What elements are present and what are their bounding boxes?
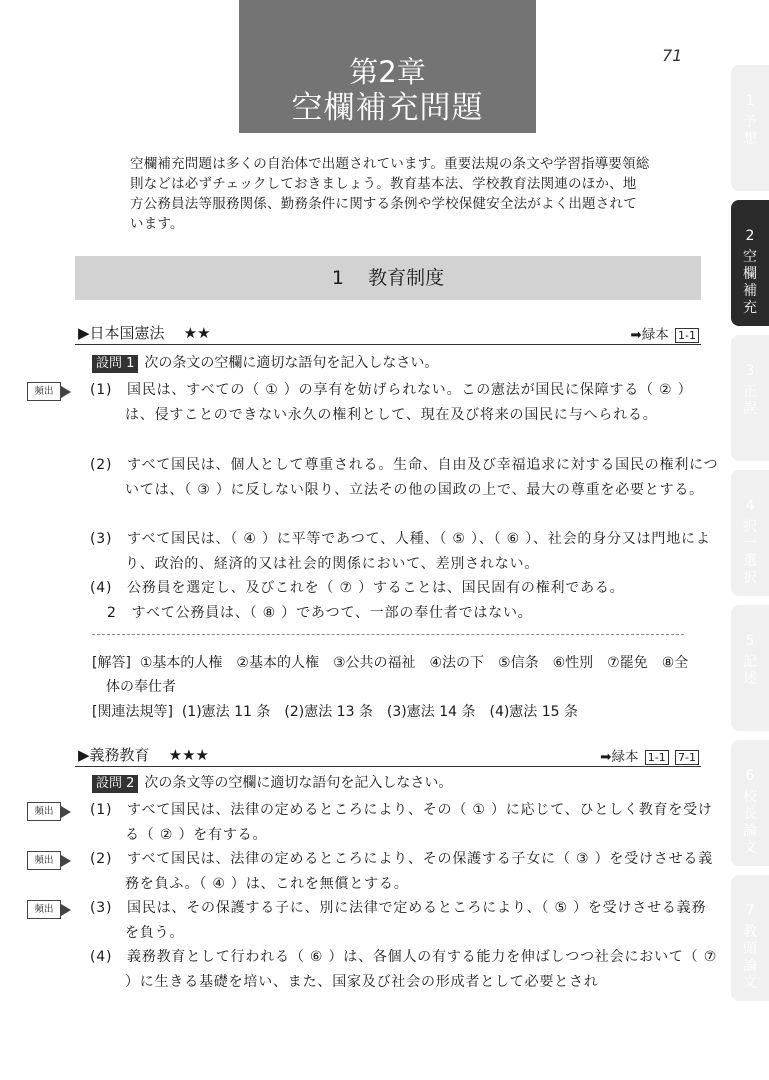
tab-label: 択一選択 bbox=[743, 519, 757, 586]
question-badge: 設問 2 bbox=[92, 775, 138, 793]
topic-header-constitution bbox=[75, 322, 701, 345]
reference-box: 7-1 bbox=[675, 750, 699, 765]
section-heading bbox=[75, 256, 701, 300]
question-item: (1) すべて国民は、法律の定めるところにより、その（ ① ）に応じて、ひとしく教育を受ける（ ② ）を有する。 bbox=[90, 802, 713, 843]
importance-stars: ★★ bbox=[183, 324, 211, 342]
reference-box: 1-1 bbox=[645, 750, 669, 765]
tab-chapter-5[interactable] bbox=[731, 605, 769, 731]
section-number: 1 bbox=[331, 267, 344, 289]
answer bbox=[92, 651, 702, 699]
frequent-badge: 頻出 bbox=[27, 900, 61, 919]
question-item: (3) すべて国民は、（ ④ ）に平等であつて、人種、（ ⑤ ）、（ ⑥ ）、社会的身分又は門地により、政治的、経済的又は社会的関係において、差別されない。 bbox=[90, 531, 711, 572]
question-item: (3) 国民は、その保護する子に、別に法律で定めるところにより、（ ⑤ ）を受けさせる義務を負う。 bbox=[90, 900, 707, 941]
question-instruction: 次の条文等の空欄に適切な語句を記入しなさい。 bbox=[144, 775, 453, 791]
tab-number: 4 bbox=[745, 498, 755, 514]
related-label: [関連法規等] bbox=[92, 704, 173, 720]
question-item: (2) すべて国民は、法律の定めるところにより、その保護する子女に（ ③ ）を受けさせる義務を負ふ。（ ④ ）は、これを無償とする。 bbox=[90, 851, 713, 892]
tab-chapter-3[interactable] bbox=[731, 335, 769, 461]
reference-label: ➡緑本 bbox=[630, 327, 669, 343]
chapter-index-tabs bbox=[731, 0, 769, 1080]
textbook-reference bbox=[600, 745, 699, 765]
related-text: (1)憲法 11 条 (2)憲法 13 条 (3)憲法 14 条 (4)憲法 15 条 bbox=[181, 704, 579, 720]
tab-chapter-7[interactable] bbox=[731, 875, 769, 1001]
question-item: (2) すべて国民は、個人として尊重される。生命、自由及び幸福追求に対する国民の権利については、（ ③ ）に反しない限り、立法その他の国政の上で、最大の尊重を必要とする。 bbox=[90, 457, 719, 498]
tab-number: 3 bbox=[745, 363, 755, 379]
textbook-reference bbox=[630, 323, 699, 343]
tab-label: 空欄補充 bbox=[743, 249, 757, 316]
related-laws bbox=[92, 702, 688, 722]
tab-chapter-4[interactable] bbox=[731, 470, 769, 596]
chapter-number: 第2章 bbox=[349, 55, 426, 89]
answer-text: ①基本的人権 ②基本的人権 ③公共の福祉 ④法の下 ⑤信条 ⑥性別 ⑦罷免 ⑧全体の奉仕者 bbox=[106, 655, 689, 695]
question-item: (4) 義務教育として行われる（ ⑥ ）は、各個人の有する能力を伸ばしつつ社会において（ ⑦ ）に生きる基礎を培い、また、国家及び社会の形成者として必要とされ bbox=[90, 949, 718, 990]
question-item: (4) 公務員を選定し、及びこれを（ ⑦ ）することは、国民固有の権利である。 bbox=[90, 580, 625, 596]
frequent-badge: 頻出 bbox=[27, 382, 61, 401]
tab-label: 教頭論文 bbox=[743, 924, 757, 991]
chapter-intro: 空欄補充問題は多くの自治体で出題されています。重要法規の条文や学習指導要領総則などは必ずチェックしておきましょう。教育基本法、学校教育法関連のほか、地方公務員法等服務関係、勤務条件に関する条例や学校保健安全法がよく出題されています。 bbox=[130, 156, 650, 232]
topic-title bbox=[78, 322, 211, 343]
question-item: (1) 国民は、すべての（ ① ）の享有を妨げられない。この憲法が国民に保障する（ ② ）は、侵すことのできない永久の権利として、現在及び将来の国民に与へられる。 bbox=[90, 382, 693, 423]
question-item: 2 すべて公務員は、（ ⑧ ）であつて、一部の奉仕者ではない。 bbox=[107, 605, 533, 621]
topic-header-compulsory-education bbox=[75, 744, 701, 767]
topic-name: ▶日本国憲法 bbox=[78, 324, 165, 342]
chapter-header bbox=[239, 0, 536, 133]
question-header bbox=[92, 353, 438, 373]
tab-label: 記述 bbox=[743, 654, 757, 687]
section-title: 教育制度 bbox=[368, 267, 445, 289]
topic-title bbox=[78, 744, 209, 765]
question-header bbox=[92, 773, 452, 793]
page-number: 71 bbox=[662, 46, 683, 65]
tab-label: 正誤 bbox=[743, 384, 757, 417]
question-instruction: 次の条文の空欄に適切な語句を記入しなさい。 bbox=[144, 355, 439, 371]
tab-chapter-1[interactable] bbox=[731, 65, 769, 191]
question-badge: 設問 1 bbox=[92, 355, 138, 373]
answer-label: [解答] bbox=[92, 655, 131, 671]
tab-number: 1 bbox=[745, 93, 755, 109]
tab-number: 5 bbox=[745, 633, 755, 649]
chapter-title: 空欄補充問題 bbox=[291, 90, 484, 126]
tab-number: 7 bbox=[745, 903, 755, 919]
importance-stars: ★★★ bbox=[168, 746, 209, 764]
frequent-badge: 頻出 bbox=[27, 802, 61, 821]
tab-number: 2 bbox=[745, 228, 755, 244]
reference-label: ➡緑本 bbox=[600, 749, 639, 765]
divider bbox=[92, 634, 684, 635]
tab-chapter-2[interactable] bbox=[731, 200, 769, 326]
tab-number: 6 bbox=[745, 768, 755, 784]
frequent-badge: 頻出 bbox=[27, 851, 61, 870]
reference-box: 1-1 bbox=[675, 328, 699, 343]
tab-chapter-6[interactable] bbox=[731, 740, 769, 866]
topic-name: ▶義務教育 bbox=[78, 746, 150, 764]
tab-label: 校長論文 bbox=[743, 789, 757, 856]
tab-label: 予想 bbox=[743, 114, 757, 147]
